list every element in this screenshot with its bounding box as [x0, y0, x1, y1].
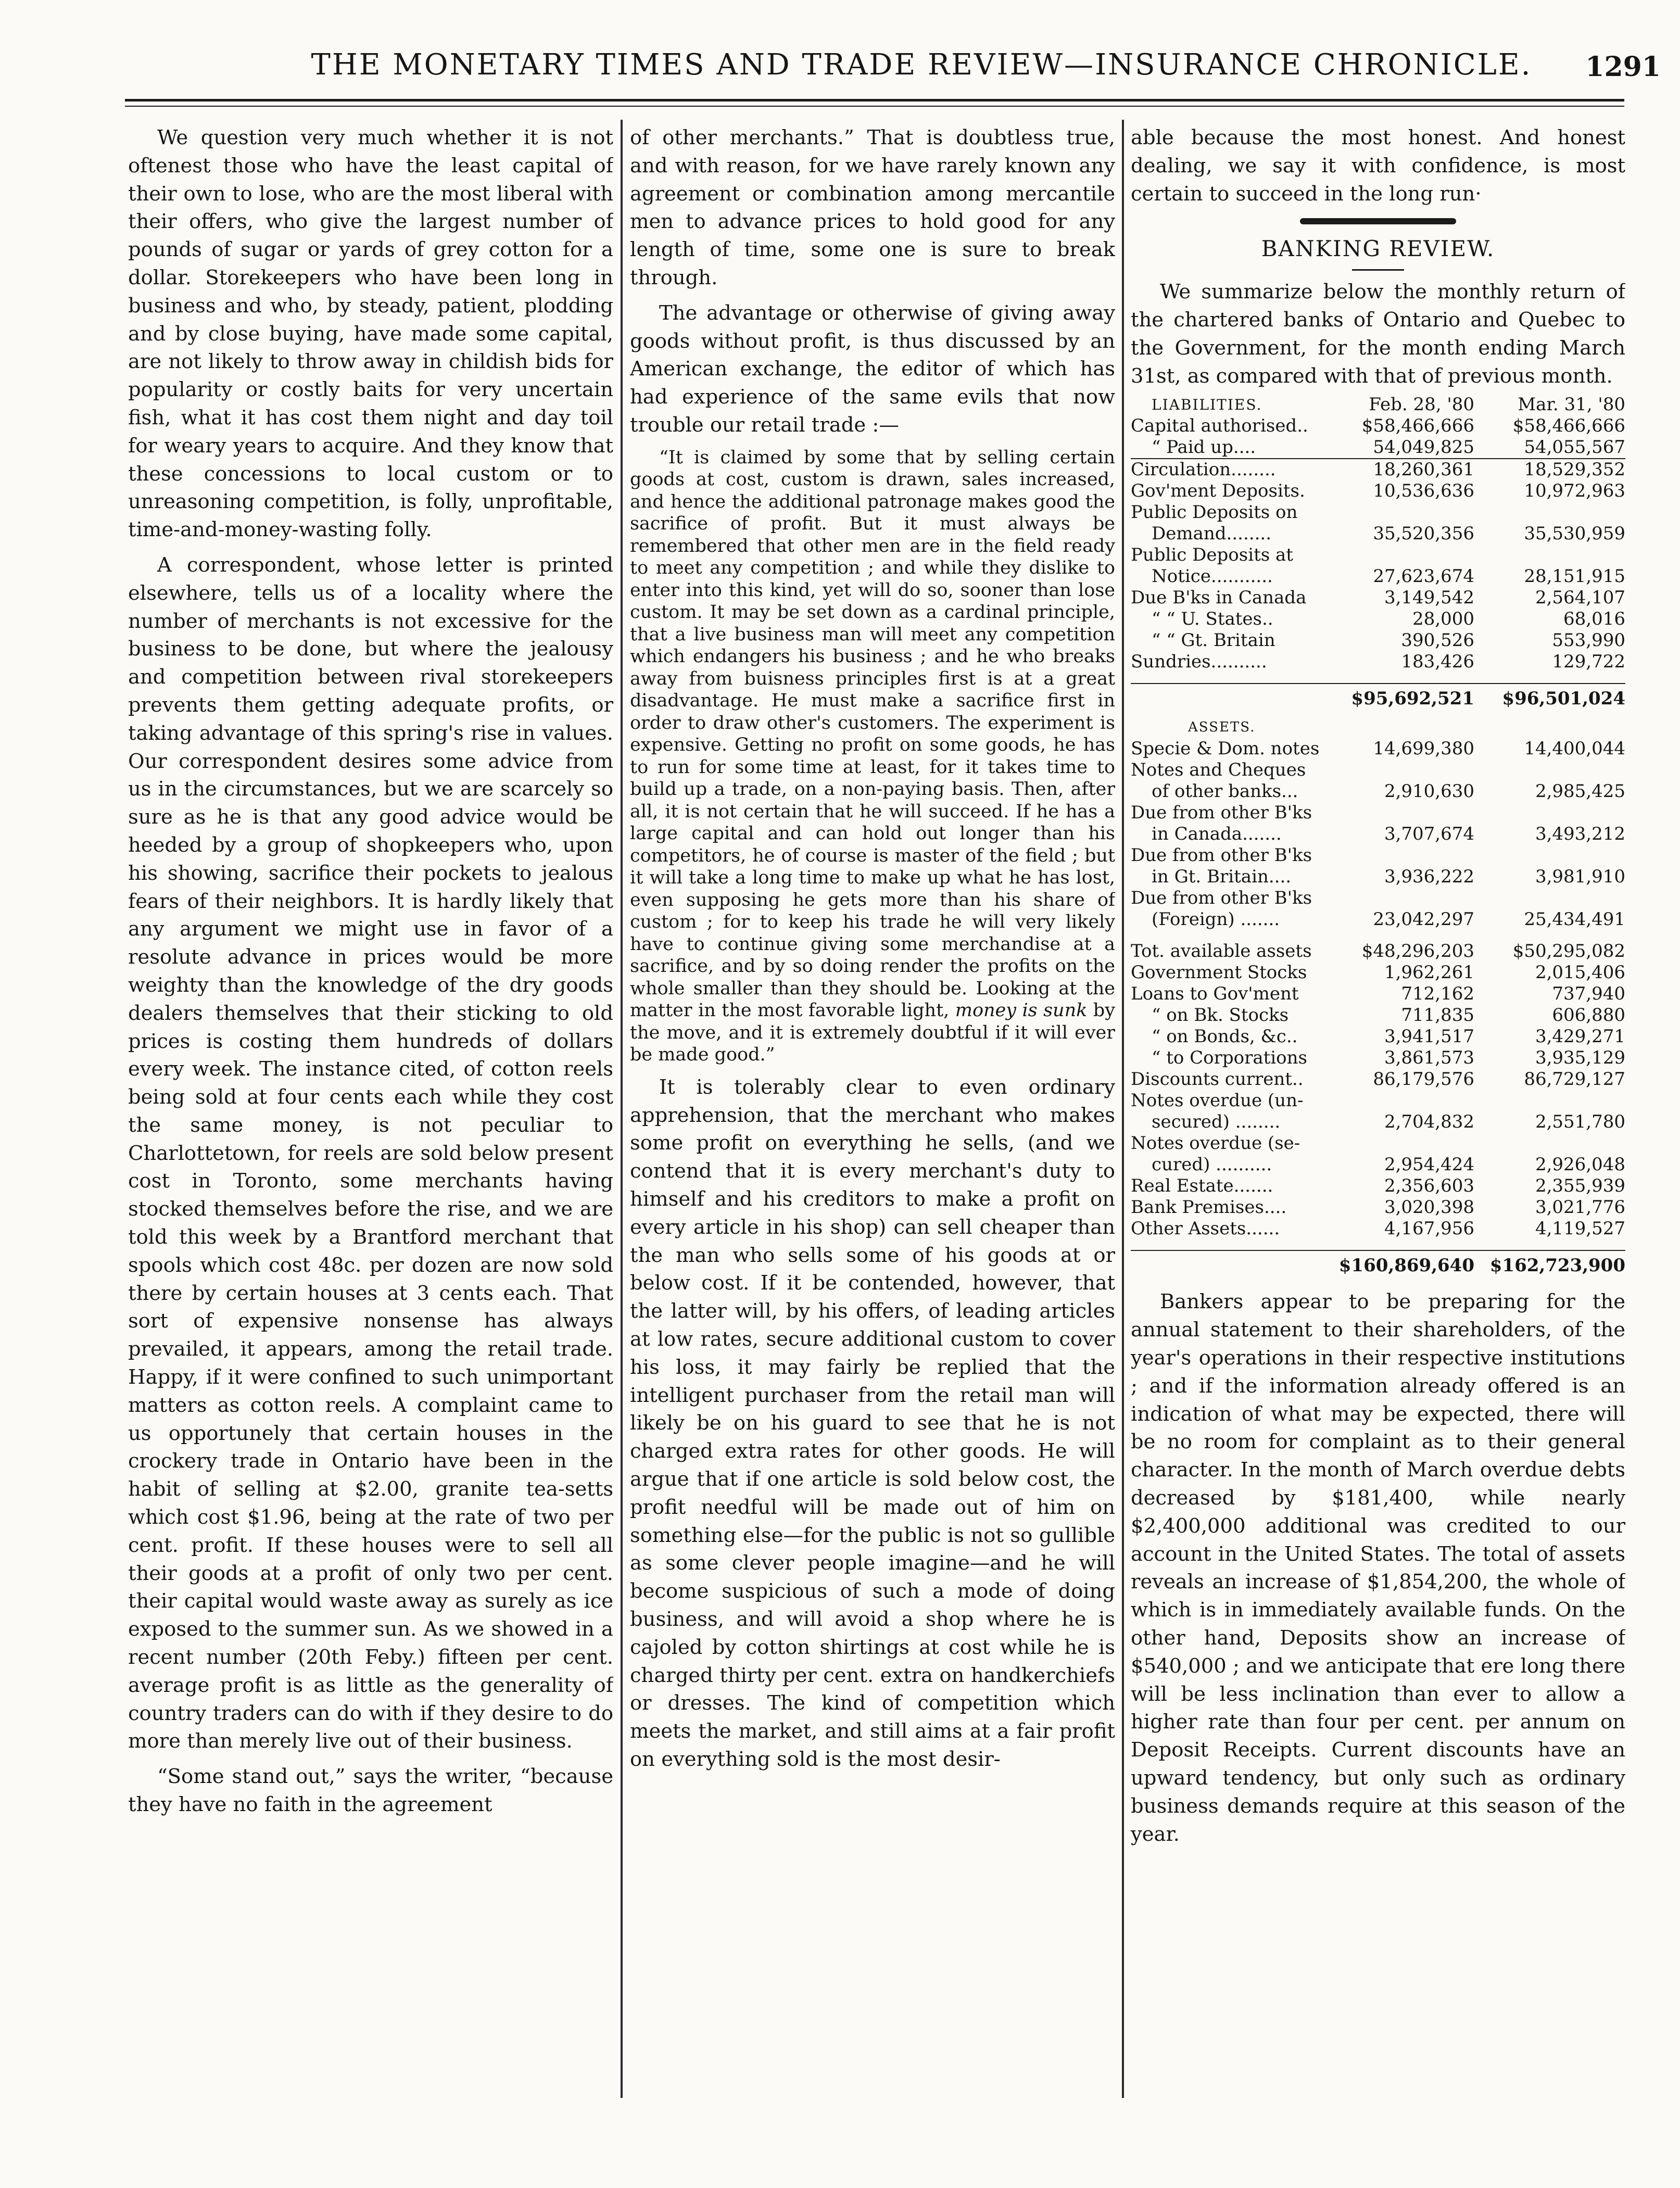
table-row [1131, 1026, 1625, 1047]
row-label: “ “ Gt. Britain [1152, 630, 1275, 651]
table-row [1131, 459, 1625, 480]
row-label: of other banks... [1152, 781, 1298, 802]
table-cell [1474, 1090, 1625, 1111]
table-cell: 25,434,491 [1524, 909, 1625, 930]
table-row [1131, 888, 1625, 909]
row-label: Notes overdue (se- [1131, 1133, 1300, 1154]
capital-rows [1131, 415, 1625, 459]
row-label: Government Stocks [1131, 962, 1307, 983]
column-heading-feb: Feb. 28, '80 [1369, 394, 1474, 415]
column-heading-mar: Mar. 31, '80 [1518, 394, 1625, 415]
row-label: Loans to Gov'ment [1131, 983, 1299, 1005]
table-cell [1323, 545, 1474, 566]
assets-total-row [1131, 1250, 1625, 1281]
table-cell: 129,722 [1552, 651, 1625, 673]
paragraph: We summarize below the monthly return of the chartered banks of Ontario and Quebec to the Government, for the month ending March 31st, as compared with that of previous month. [1131, 280, 1625, 388]
quote-emphasis: money is sunk [955, 1000, 1088, 1021]
table-row [1131, 1175, 1625, 1197]
table-cell: 3,021,776 [1535, 1197, 1625, 1218]
row-label: Due from other B'ks [1131, 845, 1312, 866]
table-cell: 54,055,567 [1474, 437, 1625, 459]
row-label: Other Assets...... [1131, 1218, 1280, 1240]
table-cell: 86,729,127 [1524, 1069, 1625, 1090]
page-number: 1291 [1585, 51, 1661, 83]
liabilities-total-row [1131, 684, 1625, 714]
table-cell: 2,985,425 [1535, 781, 1625, 802]
liability-rows [1131, 459, 1625, 673]
table-cell: $95,692,521 [1323, 684, 1474, 714]
table-cell: 68,016 [1563, 609, 1625, 630]
table-row [1131, 1069, 1625, 1090]
table-row [1131, 1090, 1625, 1111]
table-cell [1474, 845, 1625, 866]
paragraph: Bankers appear to be preparing for the annual statement to their shareholders, of the year's operations in their respective institutions ; and if the information already offered is an indication of what may be expected, there will be no room for complaint as to their general character. In the month of March overdue debts decreased by $181,400, while nearly $2,400,000 additional was credited to our account in the United States. The total of assets reveals an increase of $1,854,200, the whole of which is in immediately available funds. On the other hand, Deposits show an increase of $540,000 ; and we anticipate that ere long there will be less inclination than ever to allow a higher rate than four per cent. per annum on Deposit Receipts. Current discounts have an upward tendency, but only such as ordinary business demands require at this season of the year. [1131, 1290, 1625, 1846]
table-cell: 28,000 [1412, 609, 1474, 630]
table-cell: 3,493,212 [1535, 824, 1625, 845]
row-label: “ Paid up.... [1131, 437, 1323, 459]
column-divider [621, 120, 623, 2098]
table-cell: 553,990 [1552, 630, 1625, 651]
row-label: “ on Bk. Stocks [1152, 1005, 1289, 1026]
table-cell: 4,119,527 [1535, 1218, 1625, 1240]
table-cell: 4,167,956 [1384, 1218, 1474, 1240]
assets-heading: ASSETS. [1188, 719, 1256, 736]
table-cell: 54,049,825 [1323, 437, 1474, 459]
table-cell: 23,042,297 [1373, 909, 1474, 930]
row-label: Discounts current.. [1131, 1069, 1304, 1090]
row-label: Due from other B'ks [1131, 802, 1312, 824]
table-cell: 14,400,044 [1524, 738, 1625, 760]
table-cell: 35,530,959 [1524, 523, 1625, 545]
paragraph: It is tolerably clear to even ordinary apprehension, that the merchant who makes some profit on everything he sells, (and we contend that it is every merchant's duty to himself and his creditors to make a profit on every article in his shop) can sell cheaper than the man who sells some of his goods at or below cost. If it be contended, however, that the latter will, by his offers, of leading articles at low rates, secure additional custom to cover his loss, it may fairly be replied that the intelligent purchaser from the retail man will likely be on his guard to see that he is not charged extra rates for other goods. He will argue that if one article is sold below cost, the profit needful will be made out of him on something else—for the public is not so gullible as some clever people imagine—and he will become suspicious of such a mode of doing business, and will avoid a shop where he is cajoled by cotton shirtings at cost while he is charged thirty per cent. extra on handkerchiefs or dresses. The kind of competition which meets the market, and still aims at a fair profit on everything sold is the most desir- [630, 1075, 1115, 1771]
column-right [1131, 124, 1625, 2081]
table-row [1131, 1111, 1625, 1133]
table-row [1131, 983, 1625, 1005]
banking-table [1131, 394, 1625, 1281]
quoted-passage [630, 447, 1115, 1066]
table-cell: 86,179,576 [1373, 1069, 1474, 1090]
paragraph: of other merchants.” That is doubtless true, and with reason, for we have rarely known any agreement or combination among mercantile men to advance prices to hold good for any length of time, some one is sure to break through. [630, 126, 1115, 289]
table-cell: 3,707,674 [1384, 824, 1474, 845]
row-label: “ “ U. States.. [1152, 609, 1273, 630]
ornamental-rule [1300, 218, 1456, 224]
table-row [1131, 651, 1625, 673]
table-cell: 10,536,636 [1373, 480, 1474, 502]
table-cell [1474, 760, 1625, 781]
paragraph: A correspondent, whose letter is printed elsewhere, tells us of a locality where the number of merchants is not excessive for the business to be done, but where the jealousy and competition between rival storekeepers prevents them getting adequate profits, or taking advantage of this spring's rise in values. Our correspondent desires some advice from us in the circumstances, but we are scarcely so sure as he is that any good advice would be heeded by a group of shopkeepers who, upon his showing, sacrifice their pockets to jealous fears of their neighbors. It is hardly likely that any argument we might use in favor of a resolute advance in prices would be more weighty than the knowledge of the dry goods dealers themselves that their sticking to old prices is costing them hundreds of dollars every week. The instance cited, of cotton reels being sold at four cents each while they cost the same money, is not peculiar to Charlottetown, for reels are sold below present cost in Toronto, some merchants having stocked themselves before the rise, and we are told this week by a Brantford merchant that spools which cost 48c. per dozen are now sold there by certain houses at 3 cents each. That sort of expensive nonsense has always prevailed, it appears, among the retail trade. Happy, if it were confined to such unimportant matters as cotton reels. A complaint came to us opportunely that certain houses in the crockery trade in Ontario have been in the habit of selling at $2.00, granite tea-setts which cost $1.96, being at the rate of two per cent. profit. If these houses were to sell all their goods at a profit of only two per cent. their capital would waste away as surely as ice exposed to the summer sun. As we showed in a recent number (20th Feby.) fifteen per cent. average profit is as little as the generality of country traders can do with if they desire to do more than merely live out of their business. [128, 553, 613, 1753]
table-cell [1323, 802, 1474, 824]
table-row [1131, 630, 1625, 651]
row-label: Due from other B'ks [1131, 888, 1312, 909]
table-row [1131, 1218, 1625, 1240]
header-rule-thin [125, 106, 1624, 107]
table-row [1131, 824, 1625, 845]
row-label: Due B'ks in Canada [1131, 587, 1307, 609]
row-label: Sundries.......... [1131, 651, 1267, 673]
table-row [1131, 437, 1625, 459]
table-cell [1323, 1133, 1474, 1154]
table-cell: 183,426 [1401, 651, 1474, 673]
header-rule [125, 99, 1624, 102]
liabilities-heading: LIABILITIES. [1152, 396, 1262, 414]
table-row [1131, 1047, 1625, 1069]
table-cell: 711,835 [1401, 1005, 1474, 1026]
table-header-row [1131, 394, 1625, 415]
table-cell: 3,149,542 [1384, 587, 1474, 609]
row-label: Tot. available assets [1131, 941, 1312, 962]
table-row [1131, 609, 1625, 630]
row-label: cured) .......... [1152, 1154, 1272, 1175]
table-cell: 14,699,380 [1373, 738, 1474, 760]
table-cell: $162,723,900 [1474, 1250, 1625, 1281]
row-label: Capital authorised.. [1131, 415, 1308, 437]
table-cell: 390,526 [1401, 630, 1474, 651]
table-cell: $160,869,640 [1323, 1250, 1474, 1281]
table-cell: 712,162 [1401, 983, 1474, 1005]
row-label: Notes and Cheques [1131, 760, 1306, 781]
column-middle [630, 124, 1115, 2081]
table-row [1131, 587, 1625, 609]
quote-text: by the move, and it is extremely doubtful if it will ever be made good.” [630, 1000, 1115, 1066]
table-cell: 10,972,963 [1524, 480, 1625, 502]
asset-rows-other [1131, 941, 1625, 1240]
table-cell [1323, 845, 1474, 866]
table-cell: 3,429,271 [1535, 1026, 1625, 1047]
table-row [1131, 1005, 1625, 1026]
column-divider [1122, 120, 1124, 2098]
table-cell: 18,529,352 [1524, 459, 1625, 480]
table-cell: $58,466,666 [1361, 415, 1474, 437]
column-left [128, 124, 613, 2081]
table-cell: 35,520,356 [1373, 523, 1474, 545]
table-row [1131, 781, 1625, 802]
table-cell: 27,623,674 [1373, 566, 1474, 587]
row-label: Notes overdue (un- [1131, 1090, 1304, 1111]
row-label: Real Estate....... [1131, 1175, 1273, 1197]
table-cell: $48,296,203 [1361, 941, 1474, 962]
publication-title: THE MONETARY TIMES AND TRADE REVIEW—INSURANCE CHRONICLE. [311, 48, 1532, 82]
table-cell: 2,926,048 [1535, 1154, 1625, 1175]
table-cell: 3,941,517 [1384, 1026, 1474, 1047]
table-cell [1474, 1133, 1625, 1154]
row-label: Public Deposits on [1131, 502, 1298, 523]
table-row [1131, 1154, 1625, 1175]
row-label: Bank Premises.... [1131, 1197, 1287, 1218]
paragraph: able because the most honest. And honest dealing, we say it with confidence, is most certain to succeed in the long run· [1131, 126, 1625, 206]
table-cell: 2,910,630 [1384, 781, 1474, 802]
table-row [1131, 1133, 1625, 1154]
table-row [1131, 941, 1625, 962]
table-cell [1474, 545, 1625, 566]
row-label: Notice........... [1152, 566, 1273, 587]
table-cell: 3,935,129 [1535, 1047, 1625, 1069]
table-cell [1323, 888, 1474, 909]
asset-rows-liquid [1131, 738, 1625, 930]
table-row [1131, 545, 1625, 566]
section-title: BANKING REVIEW. [1261, 236, 1495, 262]
table-row [1131, 760, 1625, 781]
table-cell: 3,981,910 [1535, 866, 1625, 888]
table-cell [1323, 502, 1474, 523]
table-cell: 3,020,398 [1384, 1197, 1474, 1218]
table-cell: $96,501,024 [1474, 684, 1625, 714]
paragraph: The advantage or otherwise of giving away goods without profit, is thus discussed by an American exchange, the editor of which has had experience of the same evils that now trouble our retail trade :— [630, 301, 1115, 437]
table-cell: $58,466,666 [1512, 415, 1625, 437]
quote-text: “It is claimed by some that by selling certain goods at cost, custom is drawn, sales increased, and hence the additional patronage makes good the sacrifice of profit. But it must always be remembered that other men are in the field ready to meet any competition ; and while they dislike to enter into this kind, yet will do so, sooner than lose custom. It may be set down as a cardinal principle, that a live business man will meet any competition which endangers his business ; and he who breaks away from buisness principles first is at a great disadvantage. He must make a sacrifice first in order to draw other's customers. The experiment is expensive. Getting no profit on some goods, he has to run for some time at least, for it takes time to build up a trade, on a non-paying basis. Then, after all, it is not certain that he will succeed. If he has a large capital and can hold out longer than his competitors, he of course is master of the field ; but it will take a long time to make up what he has lost, even supposing he gets more than his share of custom ; for to keep his trade he will very likely have to continue giving some merchandise at a sacrifice, and by so doing render the profits on the whole smaller than they should be. Looking at the matter in the most favorable light, [630, 447, 1115, 1021]
table-row [1131, 962, 1625, 983]
row-label: Circulation........ [1131, 459, 1276, 480]
table-cell [1323, 1090, 1474, 1111]
row-label: “ on Bonds, &c.. [1152, 1026, 1298, 1047]
table-row [1131, 866, 1625, 888]
table-row [1131, 738, 1625, 760]
table-row [1131, 1197, 1625, 1218]
row-label: (Foreign) ....... [1152, 909, 1280, 930]
table-cell: 2,704,832 [1384, 1111, 1474, 1133]
table-cell: 2,551,780 [1535, 1111, 1625, 1133]
table-cell [1323, 760, 1474, 781]
table-row [1131, 523, 1625, 545]
table-row [1131, 566, 1625, 587]
table-row [1131, 909, 1625, 930]
table-row [1131, 802, 1625, 824]
row-label: “ to Corporations [1152, 1047, 1307, 1069]
table-cell: 2,015,406 [1535, 962, 1625, 983]
table-cell: 2,954,424 [1384, 1154, 1474, 1175]
row-label: Specie & Dom. notes [1131, 738, 1320, 760]
table-cell: 2,356,603 [1384, 1175, 1474, 1197]
table-cell [1474, 888, 1625, 909]
row-label: Demand........ [1152, 523, 1272, 545]
row-label: in Canada....... [1152, 824, 1282, 845]
table-cell: 28,151,915 [1524, 566, 1625, 587]
row-label: secured) ........ [1152, 1111, 1281, 1133]
table-cell: $50,295,082 [1512, 941, 1625, 962]
page-header [125, 48, 1661, 100]
table-cell: 737,940 [1552, 983, 1625, 1005]
assets-heading-row [1131, 714, 1625, 738]
title-underline [1352, 269, 1404, 271]
table-cell: 2,564,107 [1535, 587, 1625, 609]
row-label: Gov'ment Deposits. [1131, 480, 1305, 502]
table-cell [1474, 502, 1625, 523]
table-row [1131, 502, 1625, 523]
table-cell [1474, 802, 1625, 824]
table-row [1131, 845, 1625, 866]
paragraph: We question very much whether it is not oftenest those who have the least capital of their own to lose, who are the most liberal with their offers, who give the largest number of pounds of sugar or yards of grey cotton for a dollar. Storekeepers who have been long in business and who, by steady, patient, plodding and by close buying, have made some capital, are not likely to throw away in childish bids for popularity or costly baits for very uncertain fish, what it has cost them night and day toil for weary years to acquire. And they know that these concessions to local custom or to unreasoning competition, is folly, unprofitable, time-and-money-wasting folly. [128, 126, 613, 542]
table-cell: 1,962,261 [1384, 962, 1474, 983]
row-label: Public Deposits at [1131, 545, 1293, 566]
table-row [1131, 480, 1625, 502]
table-cell: 606,880 [1552, 1005, 1625, 1026]
table-row [1131, 415, 1625, 437]
table-cell: 18,260,361 [1373, 459, 1474, 480]
table-cell: 3,936,222 [1384, 866, 1474, 888]
row-label: in Gt. Britain.... [1152, 866, 1292, 888]
table-cell: 2,355,939 [1535, 1175, 1625, 1197]
paragraph: “Some stand out,” says the writer, “because they have no faith in the agreement [128, 1765, 613, 1817]
table-cell: 3,861,573 [1384, 1047, 1474, 1069]
